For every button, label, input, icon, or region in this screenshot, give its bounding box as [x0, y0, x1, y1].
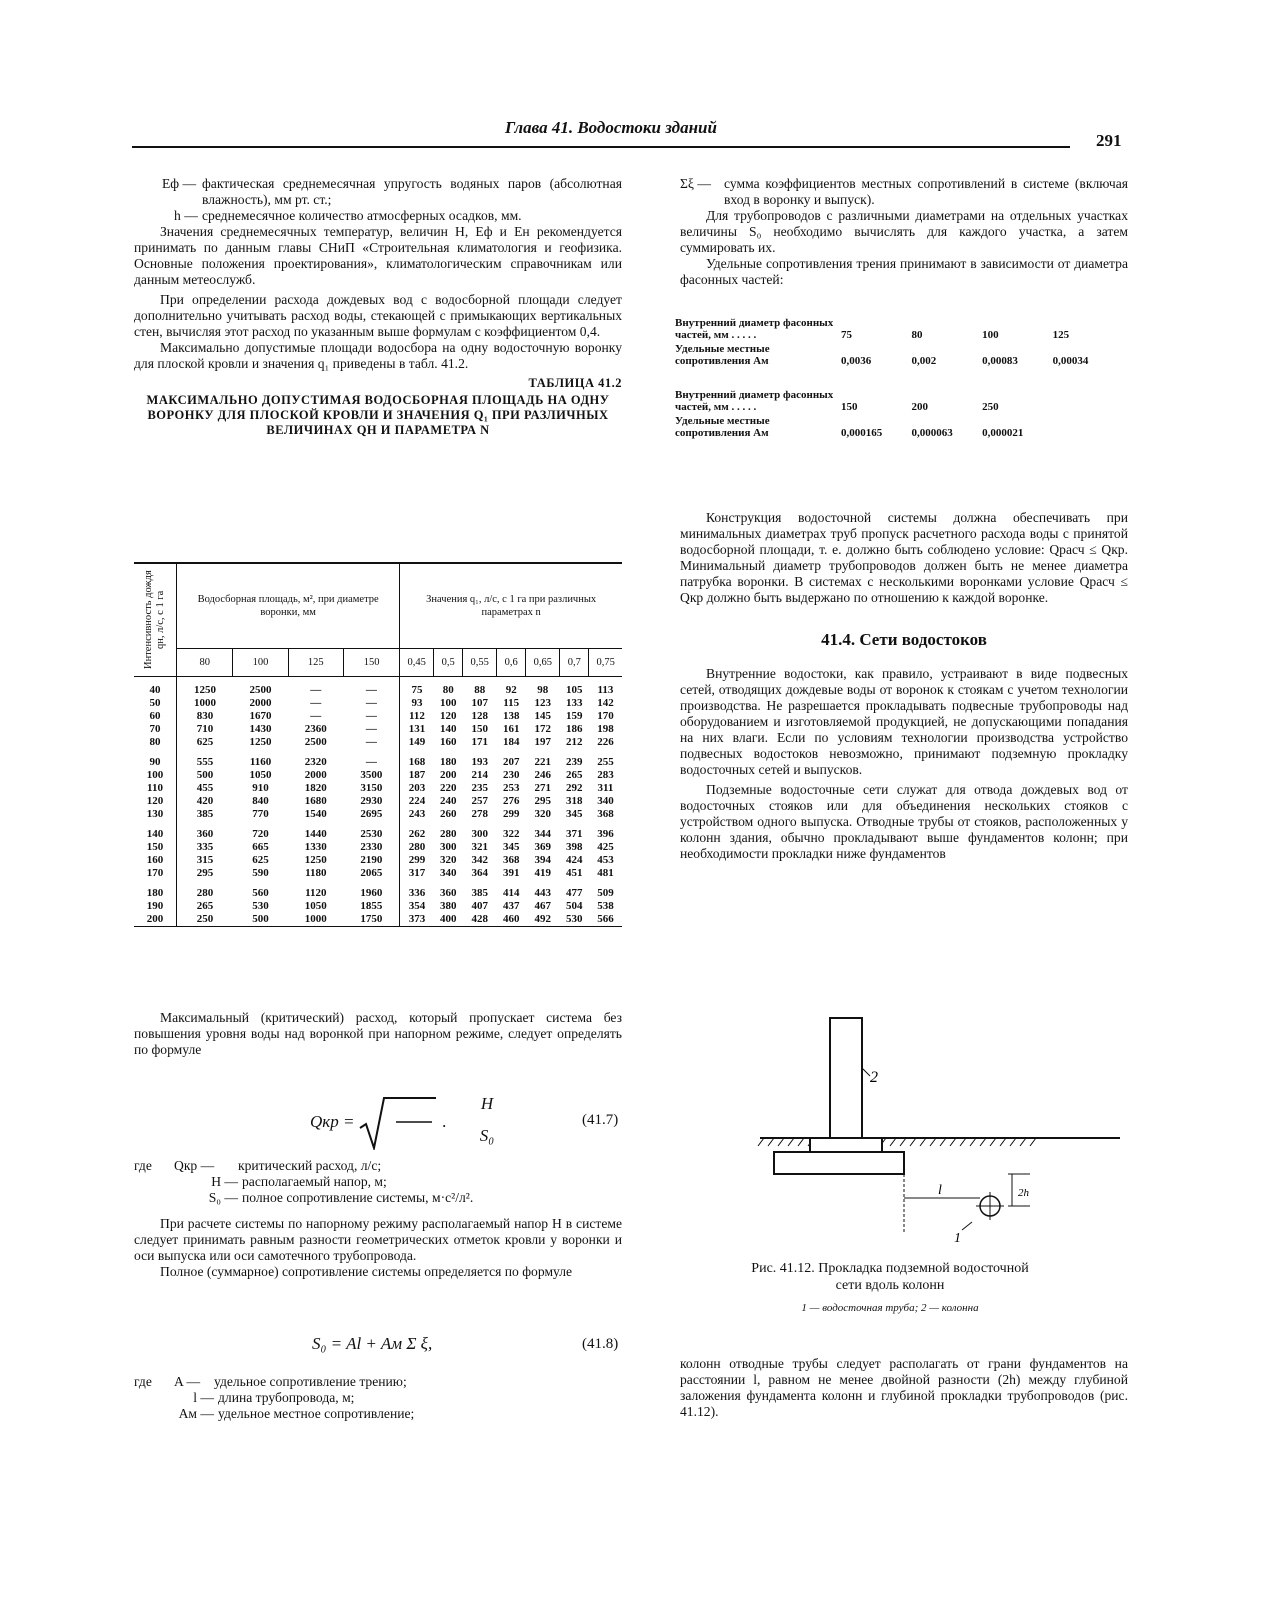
table-cell: — — [365, 697, 377, 709]
table-cell: 368 — [597, 808, 614, 820]
table-cell: 123 — [534, 697, 551, 709]
table-cell: 130 — [146, 808, 164, 820]
table-cell: 467 — [534, 900, 551, 912]
table-cell: 280 — [439, 828, 457, 840]
table-row — [134, 913, 622, 927]
table-cell: 214 — [471, 769, 488, 781]
table-cell: 226 — [597, 736, 614, 748]
table-cell: 2360 — [304, 723, 327, 735]
header-n: 0,55 — [463, 649, 497, 677]
diameter-row-2: Внутренний диаметр фасонных частей, мм . . . . . 150 200 250 — [675, 389, 999, 413]
figure-caption: Рис. 41.12. Прокладка подземной водосточной сети вдоль колонн — [751, 1261, 1029, 1293]
ground-hatch — [758, 1138, 1036, 1146]
table-cell: 311 — [597, 782, 614, 794]
table-cell: 1440 — [304, 828, 327, 840]
table-cell: 318 — [566, 795, 583, 807]
table-cell: 368 — [502, 854, 520, 866]
table-cell: 1670 — [249, 710, 272, 722]
table-cell: 625 — [177, 736, 233, 749]
formula-41-7: Qкр = H S₀ . — [310, 1092, 447, 1152]
table-cell: 186 — [566, 723, 583, 735]
table-cell: 265 — [566, 769, 583, 781]
resistance-row-1: Удельные местные сопротивления Aм 0,0036 0,002 0,00083 0,00034 — [675, 343, 1089, 367]
table-row — [134, 697, 622, 710]
definition-a: где A — удельное сопротивление трению; — [134, 1374, 407, 1389]
table-cell: 212 — [566, 736, 583, 748]
right-column-bottom — [680, 1356, 1128, 1420]
table-cell: 420 — [177, 795, 233, 808]
table-row — [134, 723, 622, 736]
table-cell: 2000 — [304, 769, 327, 781]
header-n: 0,65 — [526, 649, 560, 677]
table-cell: 380 — [439, 900, 457, 912]
table-cell: 2320 — [304, 756, 327, 768]
table-cell: 1855 — [360, 900, 383, 912]
table-cell: 283 — [597, 769, 614, 781]
table-cell: 530 — [252, 900, 269, 912]
table-cell: 414 — [502, 887, 520, 899]
table-cell: 295 — [177, 867, 233, 880]
definition-s0: S₀ — полное сопротивление системы, м·с²/л². — [208, 1190, 474, 1205]
table-caption: МАКСИМАЛЬНО ДОПУСТИМАЯ ВОДОСБОРНАЯ ПЛОЩАДЬ НА ОДНУ ВОРОНКУ ДЛЯ ПЛОСКОЙ КРОВЛИ И ЗНАЧЕНИЯ Q₁ ПРИ РАЗЛИЧНЫХ ВЕЛИЧИНАХ QН И ПАРАМЕТРА N — [146, 393, 610, 437]
table-cell: 257 — [471, 795, 488, 807]
table-cell: — — [310, 697, 322, 709]
table-cell: 150 — [471, 723, 488, 735]
header-n: 0,75 — [589, 649, 622, 677]
definition-l: l — длина трубопровода, м; — [193, 1390, 355, 1405]
formula-numerator: H — [480, 1094, 494, 1113]
table-cell: 336 — [400, 887, 434, 900]
table-cell: 40 — [149, 684, 161, 696]
table-cell: 295 — [534, 795, 551, 807]
table-41-2 — [134, 562, 622, 927]
table-cell: 1050 — [249, 769, 272, 781]
table-cell: 1000 — [177, 697, 233, 710]
definition-qkr: где Qкр — критический расход, л/с; — [134, 1158, 382, 1173]
table-cell: 2330 — [360, 841, 383, 853]
table-label: ТАБЛИЦА 41.2 — [528, 376, 622, 390]
table-cell: — — [365, 756, 377, 768]
table-cell: 477 — [566, 887, 583, 899]
table-cell: 60 — [149, 710, 161, 722]
table-cell: 243 — [400, 808, 434, 821]
data-table — [134, 562, 622, 927]
table-cell: 92 — [505, 684, 517, 696]
paragraph: колонн отводные трубы следует располагать от грани фундаментов на расстоянии l, равном не менее двойной разности (2h) между глубиной заложения фундамента колонн и глубиной прокладки трубопроводов (рис. 41.12). — [680, 1356, 1128, 1419]
table-cell: 342 — [471, 854, 488, 866]
header-rain-intensity: Интенсивность дождя qн, л/с, с 1 га — [134, 563, 177, 677]
table-cell: 360 — [177, 828, 233, 841]
table-cell: — — [310, 710, 322, 722]
table-cell: 1330 — [304, 841, 327, 853]
table-cell: 625 — [252, 854, 269, 866]
paragraph: Удельные сопротивления трения принимают в зависимости от диаметра фасонных частей: — [680, 256, 1128, 287]
table-cell: 344 — [534, 828, 551, 840]
label-2: 2 — [870, 1069, 878, 1086]
table-cell: 364 — [471, 867, 488, 879]
header-n: 0,5 — [434, 649, 463, 677]
table-row — [134, 867, 622, 880]
table-cell: 113 — [597, 684, 614, 696]
resistance-row-2: Удельные местные сопротивления Aм 0,000165 0,000063 0,000021 — [675, 415, 1024, 439]
table-cell: 1750 — [360, 913, 383, 925]
paragraph: Полное (суммарное) сопротивление системы определяется по формуле — [160, 1264, 573, 1279]
table-cell: 437 — [502, 900, 520, 912]
table-cell: 80 — [442, 684, 454, 696]
table-cell: 481 — [597, 867, 614, 879]
table-cell: 320 — [534, 808, 551, 820]
figure-legend: 1 — водосточная труба; 2 — колонна — [801, 1302, 979, 1314]
definition-sum-xi: Σξ — сумма коэффициентов местных сопротивлений в системе (включая вход в воронку и выпуск). — [680, 176, 1128, 207]
table-cell: 354 — [400, 900, 434, 913]
table-cell: 2190 — [360, 854, 383, 866]
table-cell: 70 — [149, 723, 161, 735]
table-cell: 171 — [471, 736, 488, 748]
table-cell: 407 — [471, 900, 488, 912]
table-cell: 1250 — [249, 736, 272, 748]
table-cell: 90 — [149, 756, 161, 768]
table-cell: 128 — [471, 710, 488, 722]
table-row — [134, 854, 622, 867]
table-cell: 207 — [502, 756, 520, 768]
formula-lhs: Qкр = — [310, 1112, 355, 1131]
table-cell: 373 — [400, 913, 434, 927]
table-cell: 140 — [146, 828, 164, 840]
table-cell: 197 — [534, 736, 551, 748]
table-cell: 200 — [146, 913, 164, 925]
table-cell: 2000 — [249, 697, 272, 709]
table-cell: 590 — [252, 867, 269, 879]
label-2h: 2h — [1018, 1187, 1029, 1199]
table-cell: 145 — [534, 710, 551, 722]
paragraph: Значения среднемесячных температур, величин H, Eф и Eн рекомендуется принимать по данным главы СНиП «Строительная климатология и геофизика. Основные положения проектирования», климатологическим справочникам или данным метеослужб. — [134, 224, 622, 287]
table-cell: 187 — [400, 769, 434, 782]
table-cell: 371 — [566, 828, 583, 840]
header-n: 0,45 — [400, 649, 434, 677]
foundation-top — [810, 1138, 882, 1152]
table-cell: 492 — [534, 913, 551, 925]
right-column — [680, 176, 1128, 288]
definition-am: Aм — удельное местное сопротивление; — [178, 1406, 415, 1421]
table-cell: 396 — [597, 828, 614, 840]
resistance-table — [672, 316, 1112, 440]
table-row — [134, 900, 622, 913]
radical-sign — [358, 1094, 438, 1150]
table-cell: 262 — [400, 828, 434, 841]
table-row — [134, 769, 622, 782]
table-cell: 131 — [400, 723, 434, 736]
table-row — [134, 795, 622, 808]
table-cell: 1180 — [305, 867, 327, 879]
table-cell: 340 — [439, 867, 457, 879]
table-cell: 142 — [597, 697, 614, 709]
table-cell: 419 — [534, 867, 551, 879]
table-cell: 538 — [597, 900, 614, 912]
table-cell: 504 — [566, 900, 583, 912]
paragraph: Конструкция водосточной системы должна обеспечивать при минимальных диаметрах труб пропуск расчетного расхода воды с принятой водосборной площади, т. е. должно быть соблюдено условие: Qрасч ≤ Qкр. Минимальный диаметр трубопроводов должен быть не менее диаметра патрубка воронки. В системах с несколькими воронками условие Qрасч ≤ Qкр должно быть выдержано по отношению к каждой воронке. — [680, 510, 1128, 605]
table-cell: — — [310, 684, 322, 696]
header-diameter: 150 — [343, 649, 399, 677]
table-cell: 428 — [471, 913, 488, 925]
table-cell: 840 — [252, 795, 269, 807]
table-cell: — — [365, 684, 377, 696]
table-cell: 50 — [149, 697, 161, 709]
table-cell: 394 — [534, 854, 551, 866]
table-cell: 1680 — [304, 795, 327, 807]
table-cell: 255 — [597, 756, 614, 768]
table-cell: 160 — [146, 854, 164, 866]
table-cell: 250 — [177, 913, 233, 927]
table-cell: 280 — [400, 841, 434, 854]
paragraph: Подземные водосточные сети служат для отвода дождевых вод от водосточных стояков или для объединения нескольких стояков с устройством одного выпуска. Отводные трубы от стояков, расположенных у колонн здания, обычно прокладывают выше фундаментов колонн; при необходимости прокладки ниже фундаментов — [680, 782, 1128, 861]
table-cell: 161 — [502, 723, 520, 735]
paragraph: Для трубопроводов с различными диаметрами на отдельных участках величины S₀ необходимо вычислять для каждого участка, а затем суммировать их. — [680, 208, 1128, 255]
table-row — [134, 841, 622, 854]
definitions-formula-41-7 — [134, 1158, 622, 1280]
table-cell: 133 — [566, 697, 583, 709]
table-row — [134, 684, 622, 697]
table-cell: 398 — [566, 841, 583, 853]
table-cell: — — [365, 710, 377, 722]
table-cell: 221 — [534, 756, 551, 768]
label-1: 1 — [954, 1231, 961, 1246]
table-cell: 100 — [146, 769, 164, 781]
table-row — [134, 736, 622, 749]
table-row — [134, 828, 622, 841]
paragraph: Максимальный (критический) расход, который пропускает система без повышения уровня воды над воронкой при напорном режиме, следует определять по формуле — [134, 1010, 622, 1057]
table-cell: 88 — [474, 684, 486, 696]
table-cell: 566 — [597, 913, 614, 925]
table-cell: 112 — [400, 710, 434, 723]
header-diameter: 80 — [177, 649, 233, 677]
table-cell: 424 — [566, 854, 583, 866]
table-row — [134, 782, 622, 795]
table-cell: 299 — [400, 854, 434, 867]
table-cell: 1430 — [249, 723, 272, 735]
table-cell: 322 — [502, 828, 520, 840]
table-row — [134, 887, 622, 900]
table-cell: 150 — [146, 841, 164, 853]
formula-denominator: S₀ — [479, 1126, 495, 1145]
table-cell: 3150 — [360, 782, 383, 794]
table-cell: 280 — [177, 887, 233, 900]
table-cell: 246 — [534, 769, 551, 781]
table-cell: 451 — [566, 867, 583, 879]
table-cell: 170 — [597, 710, 614, 722]
table-cell: 180 — [146, 887, 164, 899]
column-shape — [830, 1018, 862, 1138]
table-cell: 160 — [439, 736, 457, 748]
table-cell: 276 — [502, 795, 520, 807]
table-cell: 1000 — [304, 913, 327, 925]
table-cell: 138 — [502, 710, 520, 722]
running-title: Глава 41. Водостоки зданий — [505, 118, 717, 137]
table-cell: 239 — [566, 756, 583, 768]
table-cell: 159 — [566, 710, 583, 722]
table-cell: 180 — [439, 756, 457, 768]
table-cell: 720 — [252, 828, 269, 840]
table-cell: 555 — [177, 756, 233, 769]
table-cell: 260 — [439, 808, 457, 820]
section-title: 41.4. Сети водостоков — [821, 630, 987, 649]
definition-h: h — среднемесячное количество атмосферных осадков, мм. — [174, 208, 522, 223]
table-cell: 443 — [534, 887, 551, 899]
table-cell: 300 — [471, 828, 488, 840]
paragraph: Внутренние водостоки, как правило, устраивают в виде подвесных сетей, отводящих дождевые воды от воронок к стоякам с учетом технологии производства. Не разрешается прокладывать подвесные трубопроводы над оборудованием и изготовляемой продукцией, не допускающими попадания на них влаги. Если по условиям технологии производства устройство подвесных водостоков невозможно, принимают подземную прокладку водосточных сетей и выпусков. — [680, 666, 1128, 777]
table-cell: 460 — [502, 913, 520, 925]
table-cell: 830 — [177, 710, 233, 723]
table-cell: 321 — [471, 841, 488, 853]
table-cell: 530 — [566, 913, 583, 925]
table-cell: 220 — [439, 782, 457, 794]
table-row — [134, 756, 622, 769]
table-cell: 2930 — [360, 795, 383, 807]
formula-number-41-7: (41.7) — [582, 1112, 619, 1128]
table-cell: — — [365, 723, 377, 735]
paragraph: При расчете системы по напорному режиму располагаемый напор H в системе следует принимать равным разности геометрических отметок кровли у воронки и оси выпуска или оси самотечного трубопровода. — [134, 1216, 622, 1263]
table-cell: 360 — [439, 887, 457, 899]
table-cell: 200 — [439, 769, 457, 781]
table-cell: 299 — [502, 808, 520, 820]
table-cell: 190 — [146, 900, 164, 912]
table-cell: 2065 — [360, 867, 383, 879]
table-cell: 455 — [177, 782, 233, 795]
definitions-formula-41-8 — [134, 1374, 622, 1422]
table-cell: 2500 — [304, 736, 327, 748]
table-cell: 140 — [439, 723, 457, 735]
header-diameter: 100 — [233, 649, 288, 677]
table-cell: 170 — [146, 867, 164, 879]
table-cell: 500 — [252, 913, 269, 925]
table-row — [134, 710, 622, 723]
table-cell: 1050 — [304, 900, 327, 912]
formula-41-8: S₀ = Al + Aм Σ ξ, — [312, 1334, 433, 1353]
table-cell: — — [365, 736, 377, 748]
table-cell: 93 — [400, 697, 434, 710]
formula-number-41-8: (41.8) — [582, 1336, 619, 1352]
table-cell: 107 — [471, 697, 488, 709]
table-cell: 315 — [177, 854, 233, 867]
left-column-lower — [134, 1010, 622, 1058]
table-cell: 385 — [471, 887, 488, 899]
definition-ef: Eф — фактическая среднемесячная упругость водяных паров (абсолютная влажность), мм рт. ст.; — [162, 176, 622, 207]
header-n: 0,7 — [560, 649, 589, 677]
foundation-base — [774, 1152, 904, 1174]
right-column-mid — [680, 510, 1128, 862]
table-cell: 345 — [566, 808, 583, 820]
table-cell: 100 — [439, 697, 457, 709]
header-n: 0,6 — [497, 649, 526, 677]
table-cell: 910 — [252, 782, 269, 794]
table-cell: 184 — [502, 736, 520, 748]
table-cell: 369 — [534, 841, 551, 853]
header-q: Значения q₁, л/с, с 1 га при различных параметрах n — [400, 563, 622, 649]
table-cell: 509 — [597, 887, 614, 899]
table-cell: 105 — [566, 684, 583, 696]
page-number: 291 — [1096, 131, 1122, 150]
figure-41-12 — [740, 1010, 1140, 1250]
table-cell: 235 — [471, 782, 488, 794]
table-cell: 1250 — [304, 854, 327, 866]
table-cell: 115 — [503, 697, 520, 709]
left-column — [134, 176, 622, 438]
table-cell: 292 — [566, 782, 583, 794]
table-cell: 1160 — [249, 756, 272, 768]
table-cell: 278 — [471, 808, 488, 820]
table-cell: 240 — [439, 795, 457, 807]
table-cell: 453 — [597, 854, 614, 866]
table-cell: 149 — [400, 736, 434, 749]
table-cell: 198 — [597, 723, 614, 735]
table-cell: 335 — [177, 841, 233, 854]
header-area: Водосборная площадь, м², при диаметре воронки, мм — [177, 563, 400, 649]
table-cell: 120 — [439, 710, 457, 722]
table-cell: 1250 — [177, 684, 233, 697]
table-cell: 385 — [177, 808, 233, 821]
table-cell: 80 — [149, 736, 161, 748]
table-cell: 300 — [439, 841, 457, 853]
header-rule — [132, 146, 1070, 148]
diameter-row-1: Внутренний диаметр фасонных частей, мм . . . . . 75 80 100 125 — [675, 317, 1070, 341]
label-l: l — [938, 1183, 942, 1198]
table-cell: 560 — [252, 887, 269, 899]
paragraph: При определении расхода дождевых вод с водосборной площади следует дополнительно учитывать расход воды, стекающей с примыкающих вертикальных стен, вычисляя этот расход по указанным выше формулам с коэффициентом 0,4. — [134, 292, 622, 339]
table-cell: 665 — [252, 841, 269, 853]
table-cell: 345 — [502, 841, 520, 853]
table-cell: 317 — [400, 867, 434, 880]
table-cell: 2695 — [360, 808, 383, 820]
table-row — [134, 808, 622, 821]
table-cell: 3500 — [360, 769, 383, 781]
table-cell: 2500 — [249, 684, 272, 696]
table-cell: 770 — [252, 808, 269, 820]
table-cell: 253 — [502, 782, 520, 794]
table-cell: 710 — [177, 723, 233, 736]
table-cell: 193 — [471, 756, 488, 768]
table-cell: 500 — [177, 769, 233, 782]
table-cell: 230 — [502, 769, 520, 781]
table-cell: 120 — [146, 795, 164, 807]
table-cell: 400 — [439, 913, 457, 925]
table-cell: 168 — [400, 756, 434, 769]
table-cell: 1540 — [304, 808, 327, 820]
table-cell: 320 — [439, 854, 457, 866]
table-cell: 224 — [400, 795, 434, 808]
table-cell: 172 — [534, 723, 551, 735]
header-diameter: 125 — [288, 649, 343, 677]
table-cell: 1820 — [304, 782, 327, 794]
definition-h-head: H — располагаемый напор, м; — [211, 1174, 387, 1189]
table-cell: 203 — [400, 782, 434, 795]
table-cell: 110 — [147, 782, 163, 794]
table-cell: 2530 — [360, 828, 383, 840]
table-cell: 1960 — [360, 887, 383, 899]
table-cell: 75 — [400, 684, 434, 697]
table-cell: 1120 — [305, 887, 327, 899]
table-cell: 425 — [597, 841, 614, 853]
table-cell: 340 — [597, 795, 614, 807]
table-cell: 98 — [537, 684, 549, 696]
paragraph: Максимально допустимые площади водосбора на одну водосточную воронку для плоской кровли и значения q₁ приведены в табл. 41.2. — [134, 340, 622, 371]
table-cell: 271 — [534, 782, 551, 794]
table-cell: 265 — [177, 900, 233, 913]
table-cell: 391 — [502, 867, 520, 879]
